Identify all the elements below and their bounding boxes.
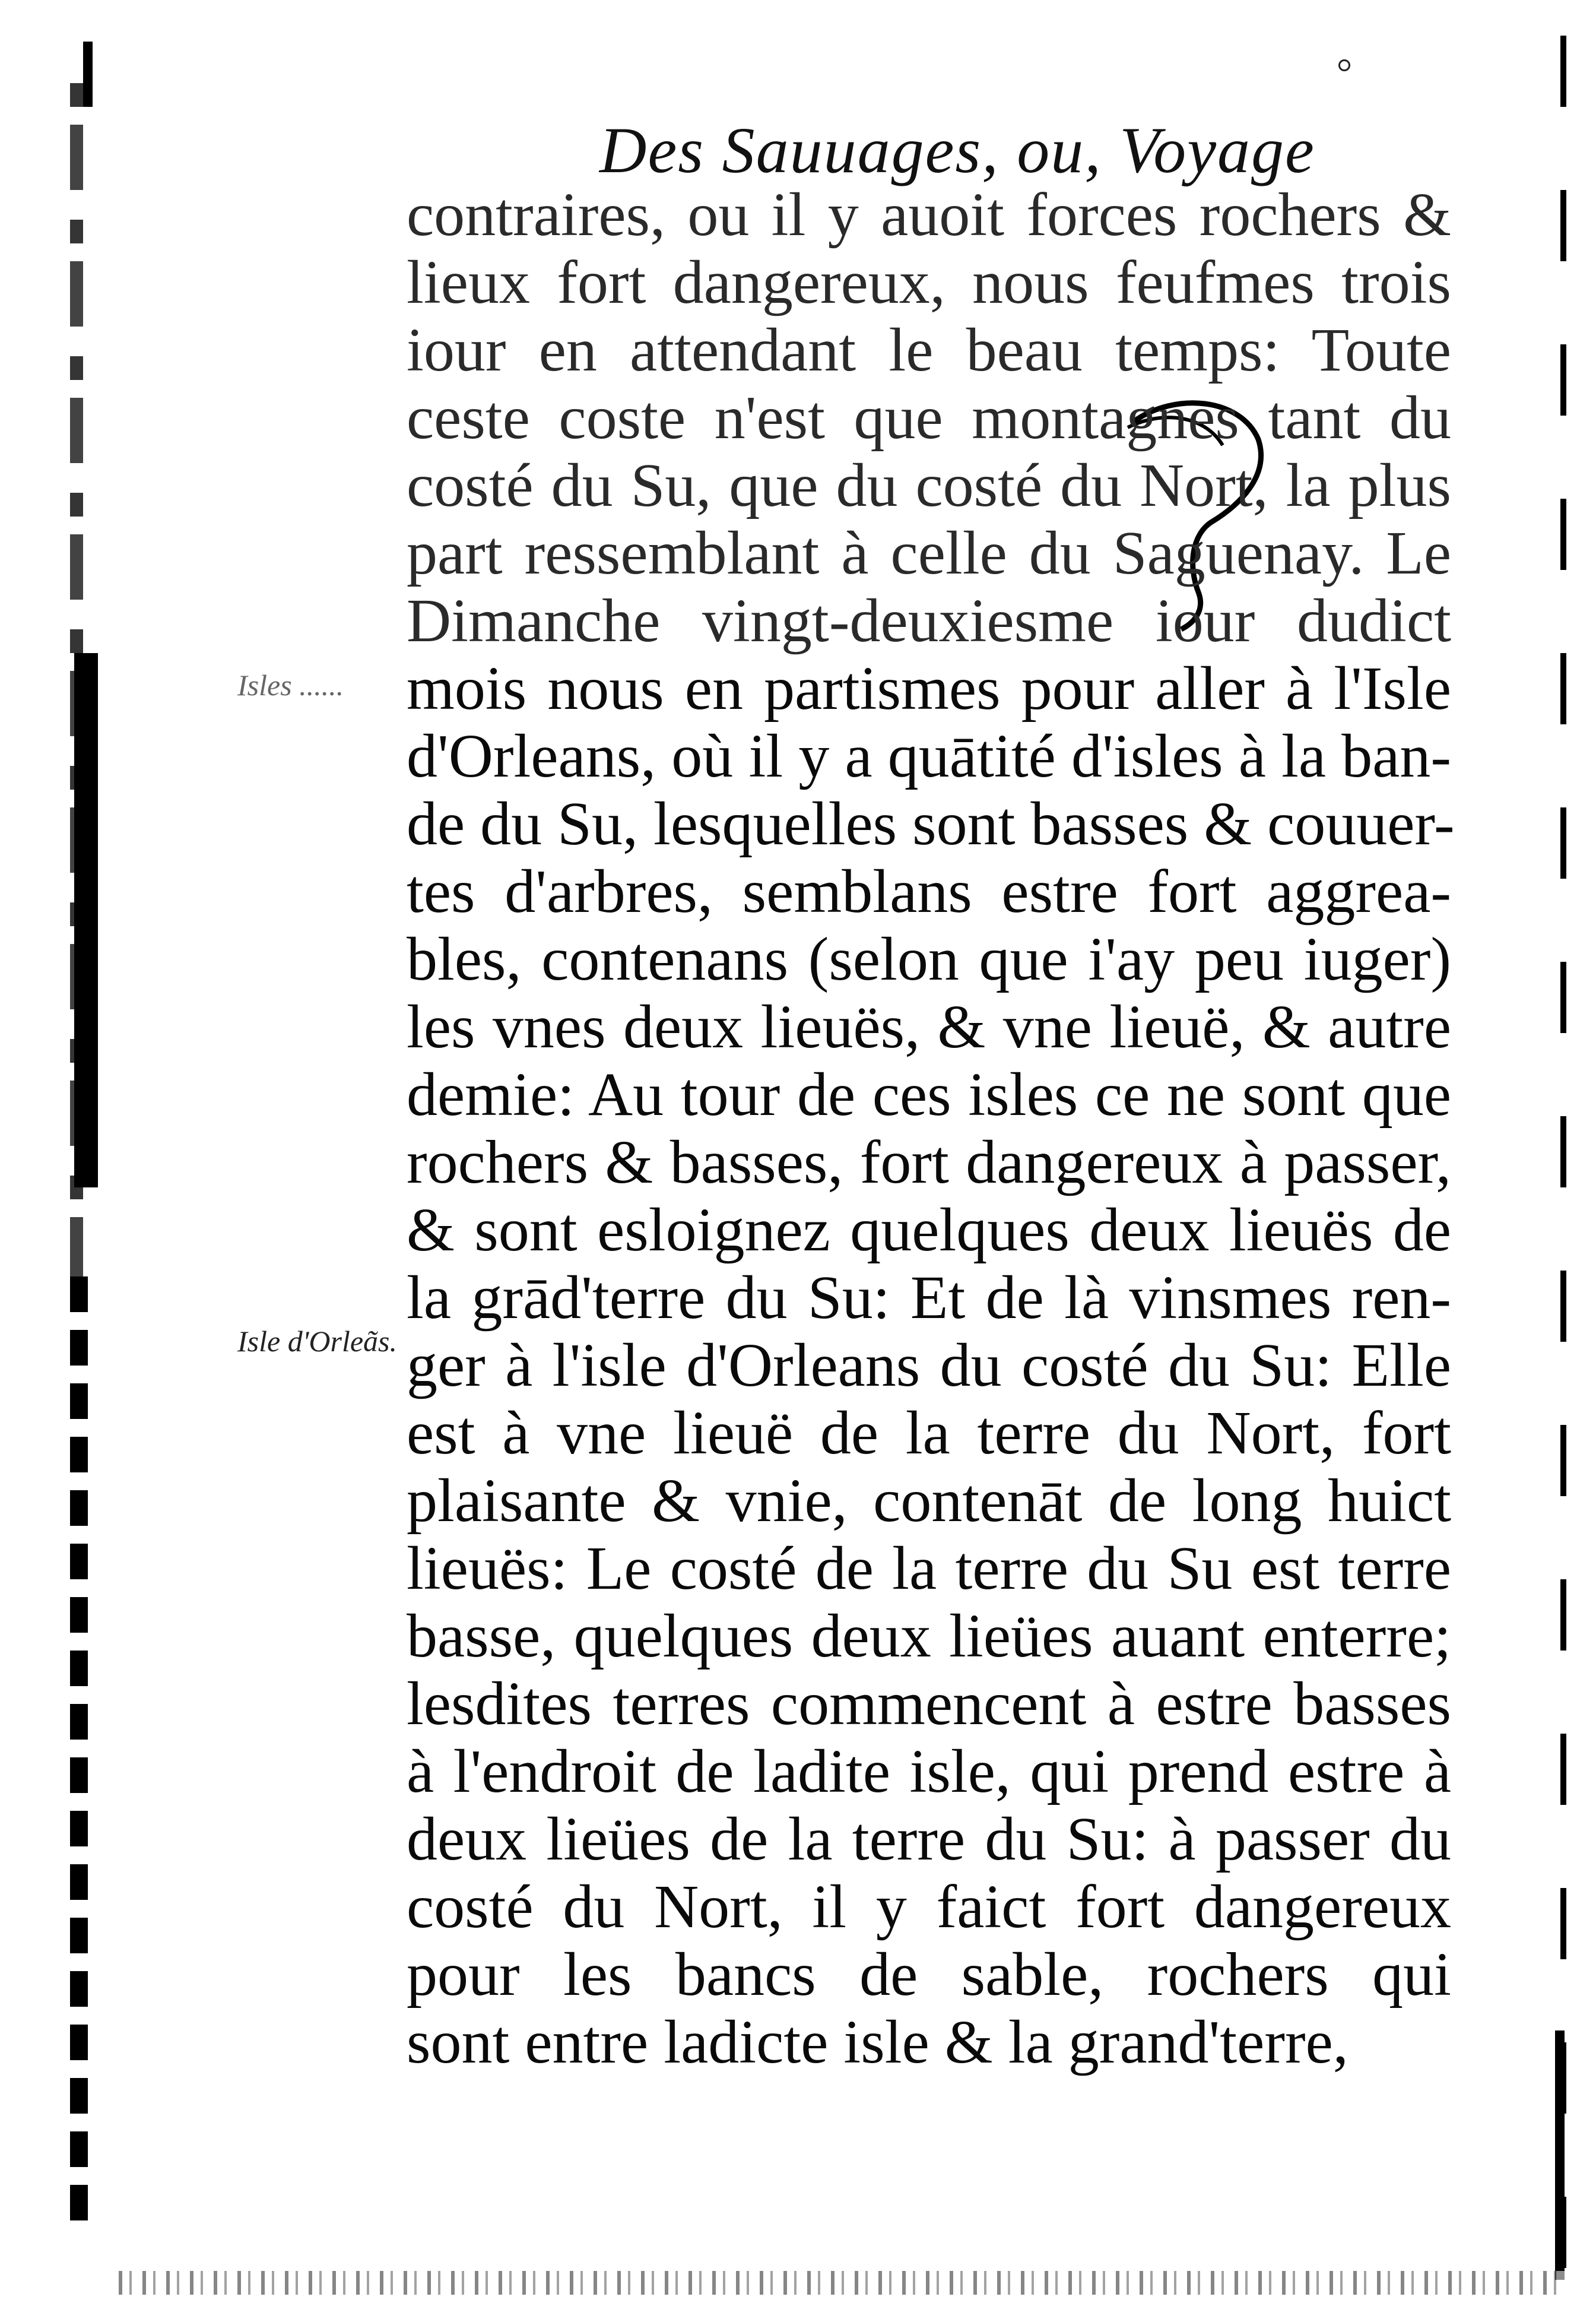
scan-right-shadow xyxy=(1555,2030,1565,2280)
text-line: tes d'arbres, semblans estre fort aggrea- xyxy=(407,857,1451,926)
text-line: les vnes deux lieuës, & vne lieuë, & autre xyxy=(407,993,1451,1061)
scan-right-edge xyxy=(1560,36,1566,2292)
text-line: demie: Au tour de ces isles ce ne sont que xyxy=(407,1060,1451,1129)
text-line: ceste coste n'est que montagnes tant du xyxy=(407,384,1451,452)
text-line: sont entre ladicte isle & la grand'terre, xyxy=(407,2008,1348,2076)
text-line: basse, quelques deux lieües auant enterre; xyxy=(407,1602,1451,1670)
text-line: part ressemblant à celle du Saguenay. Le xyxy=(407,519,1451,587)
text-line: à l'endroit de ladite isle, qui prend estre à xyxy=(407,1737,1451,1805)
text-line: & sont esloignez quelques deux lieuës de xyxy=(407,1196,1451,1264)
text-line: lieux fort dangereux, nous feufmes trois xyxy=(407,248,1451,316)
margin-note-upper: Isles ...... xyxy=(237,669,344,702)
margin-note-isle-orleans: Isle d'Orleãs. xyxy=(237,1325,397,1358)
text-line: contraires, ou il y auoit forces rochers & xyxy=(407,180,1451,249)
scan-left-shadow-lower xyxy=(70,1276,88,2226)
text-line: lesdites terres commencent à estre basses xyxy=(407,1670,1451,1738)
text-line: pour les bancs de sable, rochers qui xyxy=(407,1940,1451,2009)
text-line: deux lieües de la terre du Su: à passer du xyxy=(407,1805,1451,1873)
scan-edge-mark xyxy=(83,42,93,107)
text-line: d'Orleans, où il y a quātité d'isles à la ban- xyxy=(407,722,1451,790)
scan-bottom-edge xyxy=(119,2271,1567,2295)
scan-left-shadow xyxy=(74,653,98,1187)
text-line: de du Su, lesquelles sont basses & couuer- xyxy=(407,790,1455,858)
text-line: mois nous en partismes pour aller à l'Isle xyxy=(407,654,1451,723)
body-text xyxy=(407,180,1455,2076)
text-line: Dimanche vingt-deuxiesme iour dudict xyxy=(407,587,1451,655)
text-line: ger à l'isle d'Orleans du costé du Su: Elle xyxy=(407,1331,1451,1399)
text-line: lieuës: Le costé de la terre du Su est terre xyxy=(407,1534,1451,1602)
text-line: iour en attendant le beau temps: Toute xyxy=(407,316,1451,384)
text-line: costé du Nort, il y faict fort dangereux xyxy=(407,1873,1451,1941)
text-line: la grād'terre du Su: Et de là vinsmes ren- xyxy=(407,1263,1451,1332)
text-line: costé du Su, que du costé du Nort, la plus xyxy=(407,451,1451,519)
text-line: est à vne lieuë de la terre du Nort, fort xyxy=(407,1399,1451,1467)
text-line: plaisante & vnie, contenāt de long huict xyxy=(407,1466,1451,1535)
text-line: bles, contenans (selon que i'ay peu iuger) xyxy=(407,925,1451,993)
text-line: rochers & basses, fort dangereux à passer, xyxy=(407,1128,1451,1196)
page-dot-mark xyxy=(1338,59,1350,71)
running-header: Des Sauuages, ou, Voyage xyxy=(599,114,1315,186)
